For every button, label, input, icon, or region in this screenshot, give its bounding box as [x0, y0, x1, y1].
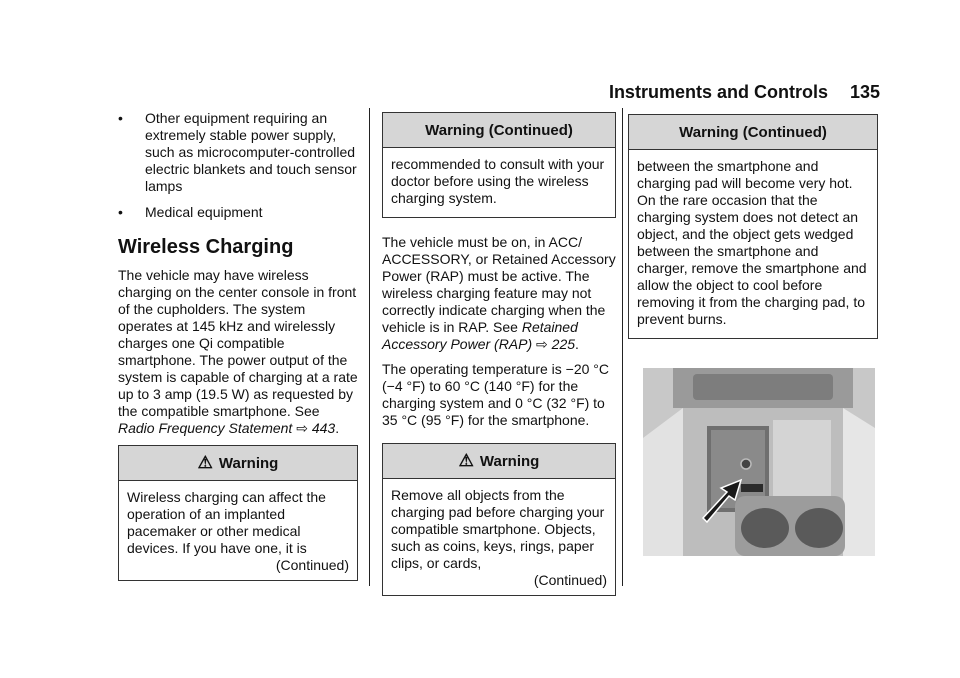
- warning-header: [383, 444, 615, 479]
- section-title: Instruments and Controls: [608, 82, 828, 102]
- page-ref-icon: ⇨: [536, 336, 548, 352]
- charging-pad-illustration: [643, 368, 875, 556]
- warning-body: Wireless charging can affect the operation of an implanted pacemaker or other medical devices. If you have one, it is (Continued): [127, 489, 349, 573]
- list-item: • Medical equipment: [118, 204, 263, 220]
- warning-icon: ⚠: [458, 451, 474, 470]
- warning-box: [382, 443, 616, 596]
- usb-ports: [741, 484, 763, 492]
- warning-box: [118, 445, 358, 581]
- seat-right: [843, 408, 875, 556]
- warning-box-continued: [382, 112, 616, 218]
- body-paragraph: The vehicle must be on, in ACC/ ACCESSORY, or Retained Accessory Power (RAP) must be active. The wireless charging feature may not correctly indicate charging when the vehicle is in RAP. See Retained Accessory Power (RAP) ⇨ 225.: [382, 234, 616, 352]
- storage-bin: [773, 420, 831, 500]
- charge-indicator-icon: [741, 459, 751, 469]
- warning-header: [629, 115, 877, 150]
- warning-header: [119, 446, 357, 481]
- cross-reference-page[interactable]: 225: [551, 336, 576, 352]
- cross-reference-page[interactable]: 443: [311, 420, 336, 436]
- warning-title: Warning (Continued): [425, 121, 573, 139]
- bullet-list: [118, 110, 358, 221]
- warning-body: between the smartphone and charging pad will become very hot. On the rare occasion that the charging system does not detect an object, and the object gets wedged between the smartphone and charger, remove the smartphone and allow the object to cool before removing it from the charging pad, to prevent burns.: [637, 158, 867, 327]
- column-divider: [369, 108, 370, 586]
- column-divider: [622, 108, 623, 586]
- section-heading: Wireless Charging: [118, 236, 294, 258]
- warning-title: Warning: [479, 452, 540, 470]
- cross-reference[interactable]: Radio Frequency Statement: [118, 420, 293, 436]
- warning-title: Warning (Continued): [679, 123, 827, 141]
- column-1: [118, 110, 358, 581]
- column-2: [382, 110, 616, 596]
- bullet-icon: •: [118, 110, 123, 126]
- dash-vents: [693, 374, 833, 400]
- bullet-icon: •: [118, 204, 123, 220]
- cupholder-left: [741, 508, 789, 548]
- warning-header: [383, 113, 615, 148]
- warning-body: recommended to consult with your doctor before using the wireless charging system.: [391, 156, 605, 206]
- continued-label: (Continued): [275, 557, 349, 573]
- continued-label: (Continued): [533, 572, 607, 588]
- page-header: [600, 82, 880, 103]
- warning-icon: ⚠: [197, 453, 213, 472]
- warning-body: Remove all objects from the charging pad before charging your compatible smartphone. Objects, such as coins, keys, rings, paper clips, or cards, (Continued): [391, 487, 607, 588]
- cross-reference[interactable]: Retained Accessory Power (RAP): [382, 319, 578, 352]
- body-paragraph: The vehicle may have wireless charging on the center console in front of the cupholders. The system operates at 145 kHz and wirelessly charges one Qi compatible smartphone. The power output of the system is capable of charging at a rate up to 3 amp (19.5 W) as requested by the compatible smartphone. See Radio Frequency Statement ⇨ 443.: [118, 267, 358, 436]
- warning-box-continued: [628, 114, 878, 339]
- body-paragraph: The operating temperature is −20 °C (−4 °F) to 60 °C (140 °F) for the charging system and 0 °C (32 °F) to 35 °C (95 °F) for the smartphone.: [382, 361, 610, 428]
- page-ref-icon: ⇨: [296, 420, 308, 436]
- warning-title: Warning: [218, 454, 279, 472]
- column-3: [628, 110, 878, 339]
- page-number: 135: [849, 82, 880, 102]
- cupholder-right: [795, 508, 843, 548]
- list-item: • Other equipment requiring an extremely stable power supply, such as microcomputer-controlled electric blankets and touch sensor lamps: [118, 110, 357, 194]
